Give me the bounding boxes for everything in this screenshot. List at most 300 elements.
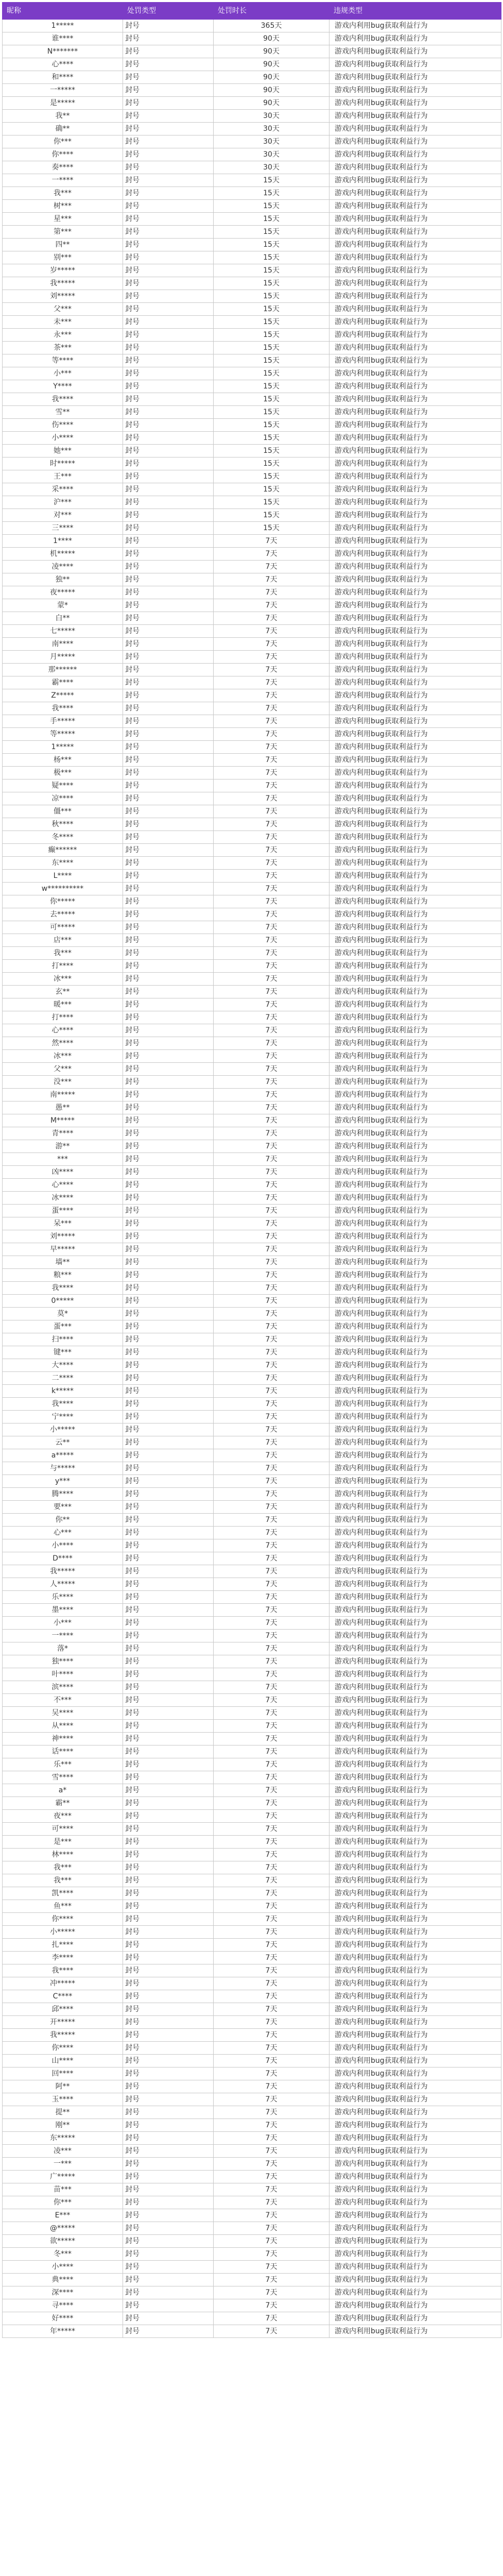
cell-nickname: 叶**** [3, 1668, 123, 1681]
cell-nickname: 采**** [3, 483, 123, 496]
cell-nickname: 独** [3, 573, 123, 586]
cell-violation-type: 游戏内利用bug获取利益行为 [329, 573, 501, 586]
table-row [3, 1372, 501, 1385]
cell-penalty-type: 封号 [123, 496, 214, 509]
cell-nickname: 蒙* [3, 599, 123, 612]
table-row [3, 1694, 501, 1707]
cell-penalty-duration: 7天 [214, 1372, 329, 1385]
cell-violation-type: 游戏内利用bug获取利益行为 [329, 1192, 501, 1205]
cell-nickname: 小**** [3, 1539, 123, 1552]
cell-violation-type: 游戏内利用bug获取利益行为 [329, 419, 501, 432]
cell-penalty-type: 封号 [123, 2274, 214, 2286]
table-row [3, 1050, 501, 1063]
cell-penalty-type: 封号 [123, 1655, 214, 1668]
cell-nickname: 苗*** [3, 2183, 123, 2196]
cell-penalty-duration: 7天 [214, 651, 329, 664]
header-row [3, 3, 501, 20]
table-row [3, 754, 501, 767]
cell-penalty-duration: 7天 [214, 895, 329, 908]
table-row [3, 2183, 501, 2196]
cell-violation-type: 游戏内利用bug获取利益行为 [329, 1964, 501, 1977]
table-row [3, 483, 501, 496]
table-row [3, 1114, 501, 1127]
cell-penalty-type: 封号 [123, 573, 214, 586]
cell-violation-type: 游戏内利用bug获取利益行为 [329, 870, 501, 883]
cell-violation-type: 游戏内利用bug获取利益行为 [329, 2016, 501, 2029]
cell-violation-type: 游戏内利用bug获取利益行为 [329, 1269, 501, 1282]
table-row [3, 239, 501, 251]
table-row [3, 1823, 501, 1836]
cell-penalty-duration: 7天 [214, 2235, 329, 2248]
cell-nickname: 蛋**** [3, 1205, 123, 1217]
cell-violation-type: 游戏内利用bug获取利益行为 [329, 1578, 501, 1591]
cell-violation-type: 游戏内利用bug获取利益行为 [329, 1372, 501, 1385]
cell-penalty-type: 封号 [123, 2042, 214, 2055]
cell-penalty-duration: 7天 [214, 870, 329, 883]
cell-violation-type: 游戏内利用bug获取利益行为 [329, 664, 501, 676]
cell-nickname: 我**** [3, 393, 123, 406]
cell-nickname: 蛋*** [3, 1320, 123, 1333]
cell-violation-type: 游戏内利用bug获取利益行为 [329, 2209, 501, 2222]
cell-penalty-type: 封号 [123, 1642, 214, 1655]
cell-penalty-type: 封号 [123, 1256, 214, 1269]
table-row [3, 831, 501, 844]
cell-penalty-type: 封号 [123, 1758, 214, 1771]
cell-violation-type: 游戏内利用bug获取利益行为 [329, 1681, 501, 1694]
cell-penalty-type: 封号 [123, 1295, 214, 1308]
cell-nickname: 你***** [3, 895, 123, 908]
table-row [3, 1308, 501, 1320]
table-row [3, 1256, 501, 1269]
table-row [3, 380, 501, 393]
cell-penalty-duration: 7天 [214, 831, 329, 844]
cell-nickname: 呆*** [3, 1217, 123, 1230]
cell-penalty-duration: 7天 [214, 2312, 329, 2325]
cell-violation-type: 游戏内利用bug获取利益行为 [329, 1282, 501, 1295]
table-row [3, 1037, 501, 1050]
cell-nickname: 夜*** [3, 1810, 123, 1823]
cell-violation-type: 游戏内利用bug获取利益行为 [329, 445, 501, 457]
cell-penalty-duration: 7天 [214, 2093, 329, 2106]
cell-violation-type: 游戏内利用bug获取利益行为 [329, 973, 501, 986]
cell-violation-type: 游戏内利用bug获取利益行为 [329, 1939, 501, 1952]
cell-violation-type: 游戏内利用bug获取利益行为 [329, 342, 501, 354]
cell-penalty-type: 封号 [123, 1411, 214, 1423]
table-row [3, 457, 501, 470]
cell-nickname: 打**** [3, 1011, 123, 1024]
table-row [3, 1655, 501, 1668]
table-row [3, 792, 501, 805]
cell-violation-type: 游戏内利用bug获取利益行为 [329, 1140, 501, 1153]
cell-nickname: 心**** [3, 58, 123, 71]
cell-penalty-type: 封号 [123, 1308, 214, 1320]
cell-violation-type: 游戏内利用bug获取利益行为 [329, 213, 501, 226]
cell-penalty-duration: 7天 [214, 1913, 329, 1926]
cell-penalty-duration: 15天 [214, 200, 329, 213]
cell-penalty-type: 封号 [123, 251, 214, 264]
table-row [3, 509, 501, 522]
cell-penalty-type: 封号 [123, 561, 214, 573]
cell-violation-type: 游戏内利用bug获取利益行为 [329, 1346, 501, 1359]
table-row [3, 1527, 501, 1539]
cell-penalty-duration: 7天 [214, 1011, 329, 1024]
cell-nickname: 你**** [3, 148, 123, 161]
cell-penalty-type: 封号 [123, 71, 214, 84]
table-row [3, 2261, 501, 2274]
cell-penalty-type: 封号 [123, 921, 214, 934]
table-row [3, 1887, 501, 1900]
cell-violation-type: 游戏内利用bug获取利益行为 [329, 1166, 501, 1179]
cell-penalty-type: 封号 [123, 792, 214, 805]
cell-penalty-type: 封号 [123, 1887, 214, 1900]
table-row [3, 367, 501, 380]
cell-nickname: w********** [3, 883, 123, 895]
cell-violation-type: 游戏内利用bug获取利益行为 [329, 1205, 501, 1217]
cell-nickname: 父*** [3, 1063, 123, 1076]
cell-penalty-type: 封号 [123, 1591, 214, 1604]
cell-penalty-type: 封号 [123, 1076, 214, 1089]
cell-nickname: 霸** [3, 1797, 123, 1810]
cell-nickname: 茶*** [3, 342, 123, 354]
cell-violation-type: 游戏内利用bug获取利益行为 [329, 754, 501, 767]
table-row [3, 2299, 501, 2312]
cell-violation-type: 游戏内利用bug获取利益行为 [329, 1475, 501, 1488]
cell-penalty-type: 封号 [123, 367, 214, 380]
cell-penalty-duration: 7天 [214, 2132, 329, 2145]
cell-violation-type: 游戏内利用bug获取利益行为 [329, 2106, 501, 2119]
table-row [3, 2093, 501, 2106]
table-row [3, 32, 501, 45]
cell-penalty-duration: 7天 [214, 1114, 329, 1127]
cell-nickname: 开***** [3, 2016, 123, 2029]
cell-nickname: 年***** [3, 2325, 123, 2338]
cell-penalty-duration: 15天 [214, 432, 329, 445]
cell-penalty-type: 封号 [123, 1926, 214, 1939]
cell-penalty-duration: 7天 [214, 1436, 329, 1449]
cell-penalty-type: 封号 [123, 1514, 214, 1527]
cell-penalty-type: 封号 [123, 2029, 214, 2042]
cell-nickname: 奏**** [3, 161, 123, 174]
cell-penalty-type: 封号 [123, 2299, 214, 2312]
cell-penalty-type: 封号 [123, 1810, 214, 1823]
cell-penalty-duration: 7天 [214, 1642, 329, 1655]
cell-penalty-type: 封号 [123, 1681, 214, 1694]
cell-nickname: 愚** [3, 1101, 123, 1114]
table-row [3, 226, 501, 239]
cell-violation-type: 游戏内利用bug获取利益行为 [329, 380, 501, 393]
cell-penalty-duration: 7天 [214, 986, 329, 998]
cell-penalty-duration: 7天 [214, 1964, 329, 1977]
table-row [3, 71, 501, 84]
table-row [3, 2222, 501, 2235]
cell-nickname: 机***** [3, 548, 123, 561]
cell-violation-type: 游戏内利用bug获取利益行为 [329, 857, 501, 870]
cell-penalty-type: 封号 [123, 1192, 214, 1205]
cell-penalty-type: 封号 [123, 1475, 214, 1488]
cell-penalty-duration: 7天 [214, 2299, 329, 2312]
cell-violation-type: 游戏内利用bug获取利益行为 [329, 998, 501, 1011]
cell-penalty-duration: 7天 [214, 1346, 329, 1359]
cell-penalty-duration: 15天 [214, 470, 329, 483]
cell-penalty-type: 封号 [123, 187, 214, 200]
cell-nickname: 云** [3, 1436, 123, 1449]
table-row [3, 406, 501, 419]
cell-violation-type: 游戏内利用bug获取利益行为 [329, 1539, 501, 1552]
cell-penalty-duration: 7天 [214, 1024, 329, 1037]
table-row [3, 1166, 501, 1179]
table-row [3, 651, 501, 664]
cell-penalty-type: 封号 [123, 1771, 214, 1784]
header-penalty-duration: 处罚时长 [214, 3, 329, 20]
cell-penalty-duration: 7天 [214, 921, 329, 934]
cell-penalty-type: 封号 [123, 1617, 214, 1630]
table-row [3, 148, 501, 161]
table-row [3, 1913, 501, 1926]
table-row [3, 1964, 501, 1977]
cell-penalty-duration: 7天 [214, 1849, 329, 1861]
cell-violation-type: 游戏内利用bug获取利益行为 [329, 393, 501, 406]
cell-nickname: 键*** [3, 1346, 123, 1359]
table-row [3, 2042, 501, 2055]
table-row [3, 1475, 501, 1488]
cell-nickname: 时***** [3, 457, 123, 470]
cell-nickname: 七***** [3, 625, 123, 638]
cell-penalty-type: 封号 [123, 226, 214, 239]
cell-violation-type: 游戏内利用bug获取利益行为 [329, 97, 501, 110]
table-row [3, 1578, 501, 1591]
cell-violation-type: 游戏内利用bug获取利益行为 [329, 174, 501, 187]
table-row [3, 2158, 501, 2171]
cell-penalty-duration: 7天 [214, 741, 329, 754]
cell-penalty-type: 封号 [123, 1449, 214, 1462]
cell-nickname: 神**** [3, 1733, 123, 1745]
cell-nickname: 等***** [3, 728, 123, 741]
cell-penalty-type: 封号 [123, 2222, 214, 2235]
table-row [3, 676, 501, 689]
cell-nickname: 墙** [3, 1256, 123, 1269]
cell-violation-type: 游戏内利用bug获取利益行为 [329, 1179, 501, 1192]
cell-nickname: 要*** [3, 1501, 123, 1514]
cell-nickname: 人***** [3, 1578, 123, 1591]
cell-penalty-duration: 15天 [214, 445, 329, 457]
cell-nickname: 小**** [3, 432, 123, 445]
cell-penalty-type: 封号 [123, 84, 214, 97]
cell-violation-type: 游戏内利用bug获取利益行为 [329, 2042, 501, 2055]
cell-violation-type: 游戏内利用bug获取利益行为 [329, 1694, 501, 1707]
table-row [3, 290, 501, 303]
cell-penalty-duration: 7天 [214, 1952, 329, 1964]
cell-violation-type: 游戏内利用bug获取利益行为 [329, 1037, 501, 1050]
cell-penalty-duration: 7天 [214, 973, 329, 986]
cell-penalty-duration: 7天 [214, 1308, 329, 1320]
cell-violation-type: 游戏内利用bug获取利益行为 [329, 1320, 501, 1333]
cell-violation-type: 游戏内利用bug获取利益行为 [329, 1114, 501, 1127]
table-row [3, 844, 501, 857]
cell-penalty-type: 封号 [123, 97, 214, 110]
cell-nickname: C**** [3, 1990, 123, 2003]
table-row [3, 445, 501, 457]
cell-penalty-duration: 30天 [214, 135, 329, 148]
cell-nickname: 好**** [3, 2312, 123, 2325]
cell-nickname: 冲***** [3, 1977, 123, 1990]
table-row [3, 1900, 501, 1913]
cell-penalty-duration: 7天 [214, 779, 329, 792]
cell-violation-type: 游戏内利用bug获取利益行为 [329, 290, 501, 303]
cell-penalty-duration: 7天 [214, 998, 329, 1011]
cell-nickname: 鱼*** [3, 1900, 123, 1913]
table-row [3, 1423, 501, 1436]
table-row [3, 973, 501, 986]
cell-penalty-duration: 7天 [214, 857, 329, 870]
cell-penalty-duration: 15天 [214, 483, 329, 496]
cell-violation-type: 游戏内利用bug获取利益行为 [329, 1887, 501, 1900]
cell-violation-type: 游戏内利用bug获取利益行为 [329, 1655, 501, 1668]
cell-nickname: 白** [3, 612, 123, 625]
cell-penalty-duration: 7天 [214, 1630, 329, 1642]
cell-violation-type: 游戏内利用bug获取利益行为 [329, 1153, 501, 1166]
cell-penalty-duration: 15天 [214, 290, 329, 303]
cell-penalty-duration: 15天 [214, 509, 329, 522]
cell-violation-type: 游戏内利用bug获取利益行为 [329, 1810, 501, 1823]
cell-nickname: 心**** [3, 1179, 123, 1192]
cell-violation-type: 游戏内利用bug获取利益行为 [329, 84, 501, 97]
cell-penalty-duration: 7天 [214, 2003, 329, 2016]
cell-penalty-duration: 7天 [214, 1707, 329, 1720]
cell-violation-type: 游戏内利用bug获取利益行为 [329, 1823, 501, 1836]
cell-violation-type: 游戏内利用bug获取利益行为 [329, 123, 501, 135]
cell-nickname: 僵*** [3, 805, 123, 818]
cell-violation-type: 游戏内利用bug获取利益行为 [329, 1127, 501, 1140]
cell-nickname: 确** [3, 123, 123, 135]
cell-violation-type: 游戏内利用bug获取利益行为 [329, 496, 501, 509]
cell-penalty-duration: 15天 [214, 316, 329, 329]
table-row [3, 1011, 501, 1024]
cell-violation-type: 游戏内利用bug获取利益行为 [329, 1874, 501, 1887]
cell-penalty-type: 封号 [123, 1604, 214, 1617]
cell-penalty-type: 封号 [123, 1333, 214, 1346]
cell-penalty-type: 封号 [123, 1398, 214, 1411]
cell-penalty-type: 封号 [123, 548, 214, 561]
table-row [3, 2145, 501, 2158]
cell-violation-type: 游戏内利用bug获取利益行为 [329, 779, 501, 792]
table-row [3, 1784, 501, 1797]
cell-violation-type: 游戏内利用bug获取利益行为 [329, 1398, 501, 1411]
cell-penalty-type: 封号 [123, 2286, 214, 2299]
cell-violation-type: 游戏内利用bug获取利益行为 [329, 1900, 501, 1913]
table-row [3, 1333, 501, 1346]
cell-violation-type: 游戏内利用bug获取利益行为 [329, 908, 501, 921]
cell-violation-type: 游戏内利用bug获取利益行为 [329, 1758, 501, 1771]
cell-nickname: 山**** [3, 2055, 123, 2067]
cell-nickname: 谁**** [3, 32, 123, 45]
cell-penalty-type: 封号 [123, 1282, 214, 1295]
cell-penalty-duration: 7天 [214, 934, 329, 947]
cell-penalty-type: 封号 [123, 509, 214, 522]
cell-penalty-type: 封号 [123, 406, 214, 419]
cell-penalty-duration: 7天 [214, 1604, 329, 1617]
cell-penalty-type: 封号 [123, 239, 214, 251]
table-row [3, 1939, 501, 1952]
cell-penalty-type: 封号 [123, 535, 214, 548]
cell-violation-type: 游戏内利用bug获取利益行为 [329, 1604, 501, 1617]
cell-nickname: N******* [3, 45, 123, 58]
cell-nickname: L**** [3, 870, 123, 883]
table-row [3, 1230, 501, 1243]
cell-penalty-type: 封号 [123, 329, 214, 342]
cell-penalty-duration: 7天 [214, 1359, 329, 1372]
cell-nickname: 雪** [3, 406, 123, 419]
cell-penalty-type: 封号 [123, 457, 214, 470]
cell-penalty-duration: 7天 [214, 1179, 329, 1192]
cell-penalty-duration: 7天 [214, 1926, 329, 1939]
table-row [3, 1089, 501, 1101]
table-row [3, 921, 501, 934]
table-row [3, 329, 501, 342]
cell-violation-type: 游戏内利用bug获取利益行为 [329, 1436, 501, 1449]
cell-penalty-type: 封号 [123, 1733, 214, 1745]
cell-penalty-type: 封号 [123, 1745, 214, 1758]
cell-nickname: 我*** [3, 947, 123, 960]
table-row [3, 1797, 501, 1810]
cell-violation-type: 游戏内利用bug获取利益行为 [329, 1359, 501, 1372]
cell-nickname: @***** [3, 2222, 123, 2235]
table-row [3, 20, 501, 32]
cell-nickname: D**** [3, 1552, 123, 1565]
cell-violation-type: 游戏内利用bug获取利益行为 [329, 767, 501, 779]
cell-violation-type: 游戏内利用bug获取利益行为 [329, 2312, 501, 2325]
cell-violation-type: 游戏内利用bug获取利益行为 [329, 1591, 501, 1604]
cell-nickname: k***** [3, 1385, 123, 1398]
cell-nickname: 月***** [3, 651, 123, 664]
cell-nickname: 雪**** [3, 1771, 123, 1784]
cell-penalty-type: 封号 [123, 264, 214, 277]
cell-penalty-duration: 7天 [214, 2183, 329, 2196]
table-row [3, 1269, 501, 1282]
table-row [3, 1836, 501, 1849]
cell-penalty-duration: 7天 [214, 1230, 329, 1243]
cell-violation-type: 游戏内利用bug获取利益行为 [329, 1076, 501, 1089]
cell-nickname: 打**** [3, 960, 123, 973]
cell-penalty-duration: 7天 [214, 1256, 329, 1269]
cell-nickname: 暖*** [3, 998, 123, 1011]
table-row [3, 1179, 501, 1192]
table-row [3, 316, 501, 329]
table-row [3, 2132, 501, 2145]
cell-penalty-duration: 7天 [214, 1900, 329, 1913]
table-row [3, 998, 501, 1011]
table-row [3, 2248, 501, 2261]
cell-penalty-type: 封号 [123, 779, 214, 792]
cell-violation-type: 游戏内利用bug获取利益行为 [329, 316, 501, 329]
table-row [3, 1411, 501, 1423]
cell-nickname: *** [3, 1153, 123, 1166]
cell-violation-type: 游戏内利用bug获取利益行为 [329, 586, 501, 599]
cell-violation-type: 游戏内利用bug获取利益行为 [329, 625, 501, 638]
cell-penalty-type: 封号 [123, 599, 214, 612]
cell-violation-type: 游戏内利用bug获取利益行为 [329, 1642, 501, 1655]
cell-penalty-duration: 7天 [214, 1488, 329, 1501]
cell-violation-type: 游戏内利用bug获取利益行为 [329, 1733, 501, 1745]
table-row [3, 393, 501, 406]
cell-penalty-type: 封号 [123, 1720, 214, 1733]
cell-nickname: 秋**** [3, 818, 123, 831]
cell-penalty-duration: 7天 [214, 664, 329, 676]
cell-penalty-duration: 30天 [214, 123, 329, 135]
cell-penalty-duration: 7天 [214, 1810, 329, 1823]
table-row [3, 110, 501, 123]
cell-penalty-duration: 7天 [214, 1243, 329, 1256]
table-row [3, 1617, 501, 1630]
